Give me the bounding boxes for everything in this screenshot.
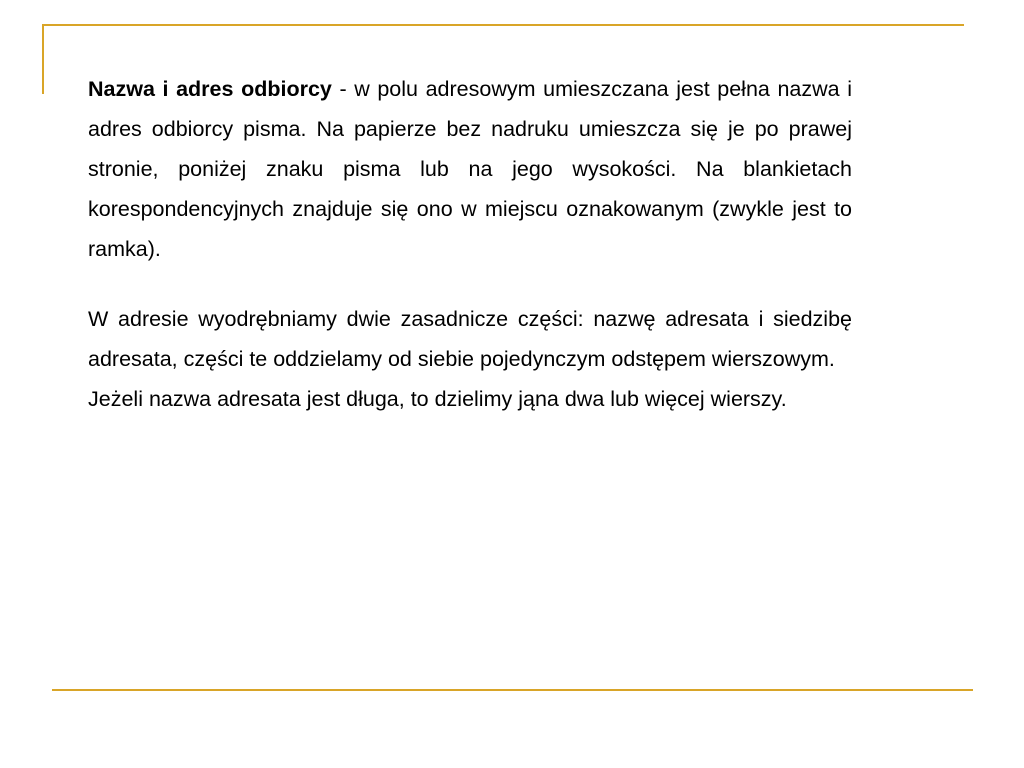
paragraph-address-parts: W adresie wyodrębniamy dwie zasadnicze części: nazwę adresata i siedzibę adresata, części te oddzielamy od siebie pojedynczym odstępem wierszowym. — [88, 307, 852, 371]
recipient-description: - w polu adresowym umieszczana jest pełna nazwa i adres odbiorcy pisma. Na papierze bez nadruku umieszcza się je po prawej stronie, poniżej znaku pisma lub na jego wysokości. Na blankietach korespondencyjnych znajduje się ono w miejscu oznakowanym (zwykle jest to ramka). — [88, 77, 853, 261]
bottom-decorative-rule — [52, 689, 973, 691]
paragraph-recipient-name — [88, 69, 852, 269]
paragraph-long-name: Jeżeli nazwa adresata jest długa, to dzielimy jąna dwa lub więcej wierszy. — [88, 387, 787, 411]
left-corner-decorative-rule — [42, 24, 44, 94]
top-decorative-rule — [42, 24, 964, 26]
slide-body — [88, 69, 852, 419]
recipient-term: Nazwa i adres odbiorcy — [88, 77, 332, 101]
